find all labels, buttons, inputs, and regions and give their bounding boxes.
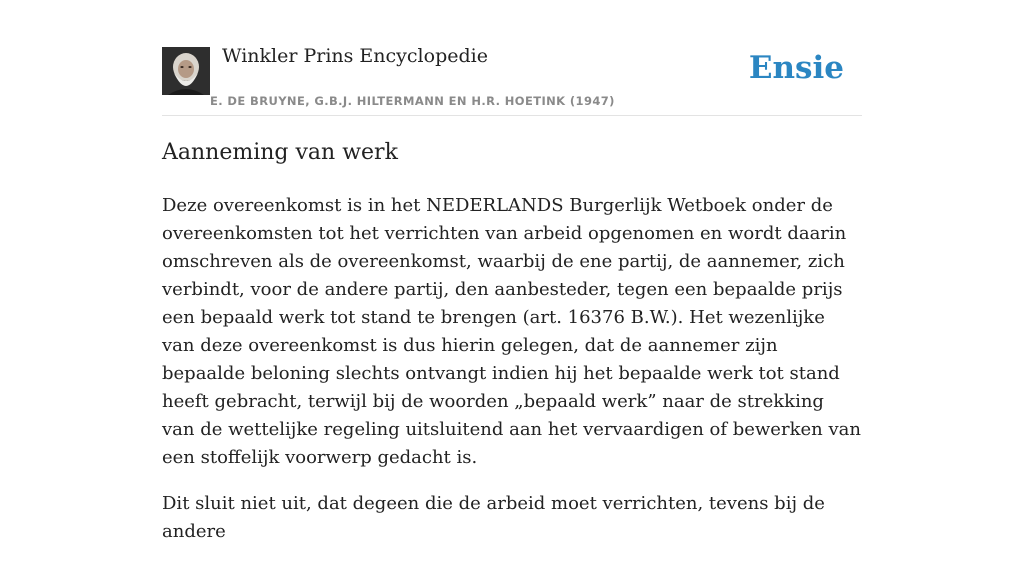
site-title[interactable]: Winkler Prins Encyclopedie — [222, 45, 488, 67]
author-portrait-icon[interactable] — [162, 47, 210, 95]
site-authors: E. DE BRUYNE, G.B.J. HILTERMANN EN H.R. HOETINK (1947) — [210, 94, 615, 108]
article-title: Aanneming van werk — [162, 140, 398, 165]
article-paragraph-1: Deze overeenkomst is in het NEDERLANDS Burgerlijk Wetboek onder de overeenkomsten tot het verrichten van arbeid opgenomen en wordt daarin omschreven als de overeenkomst, waarbij de ene partij, de aannemer, zich verbindt, voor de andere partij, den aanbesteder, tegen een bepaalde prijs een bepaald werk tot stand te brengen (art. 16376 B.W.). Het wezenlijke van deze overeenkomst is dus hierin gelegen, dat de aannemer zijn bepaalde beloning slechts ontvangt indien hij het bepaalde werk tot stand heeft gebracht, terwijl bij de woorden „bepaald werk” naar de strekking van de wettelijke regeling uitsluitend aan het vervaardigen of bewerken van een stoffelijk voorwerp gedacht is. — [162, 195, 861, 468]
article-paragraph-2: Dit sluit niet uit, dat degeen die de arbeid moet verrichten, tevens bij de andere — [162, 493, 825, 542]
content-container — [162, 0, 862, 542]
article-body — [162, 192, 862, 564]
ensie-logo[interactable]: Ensie — [748, 50, 844, 86]
site-header — [162, 0, 862, 116]
